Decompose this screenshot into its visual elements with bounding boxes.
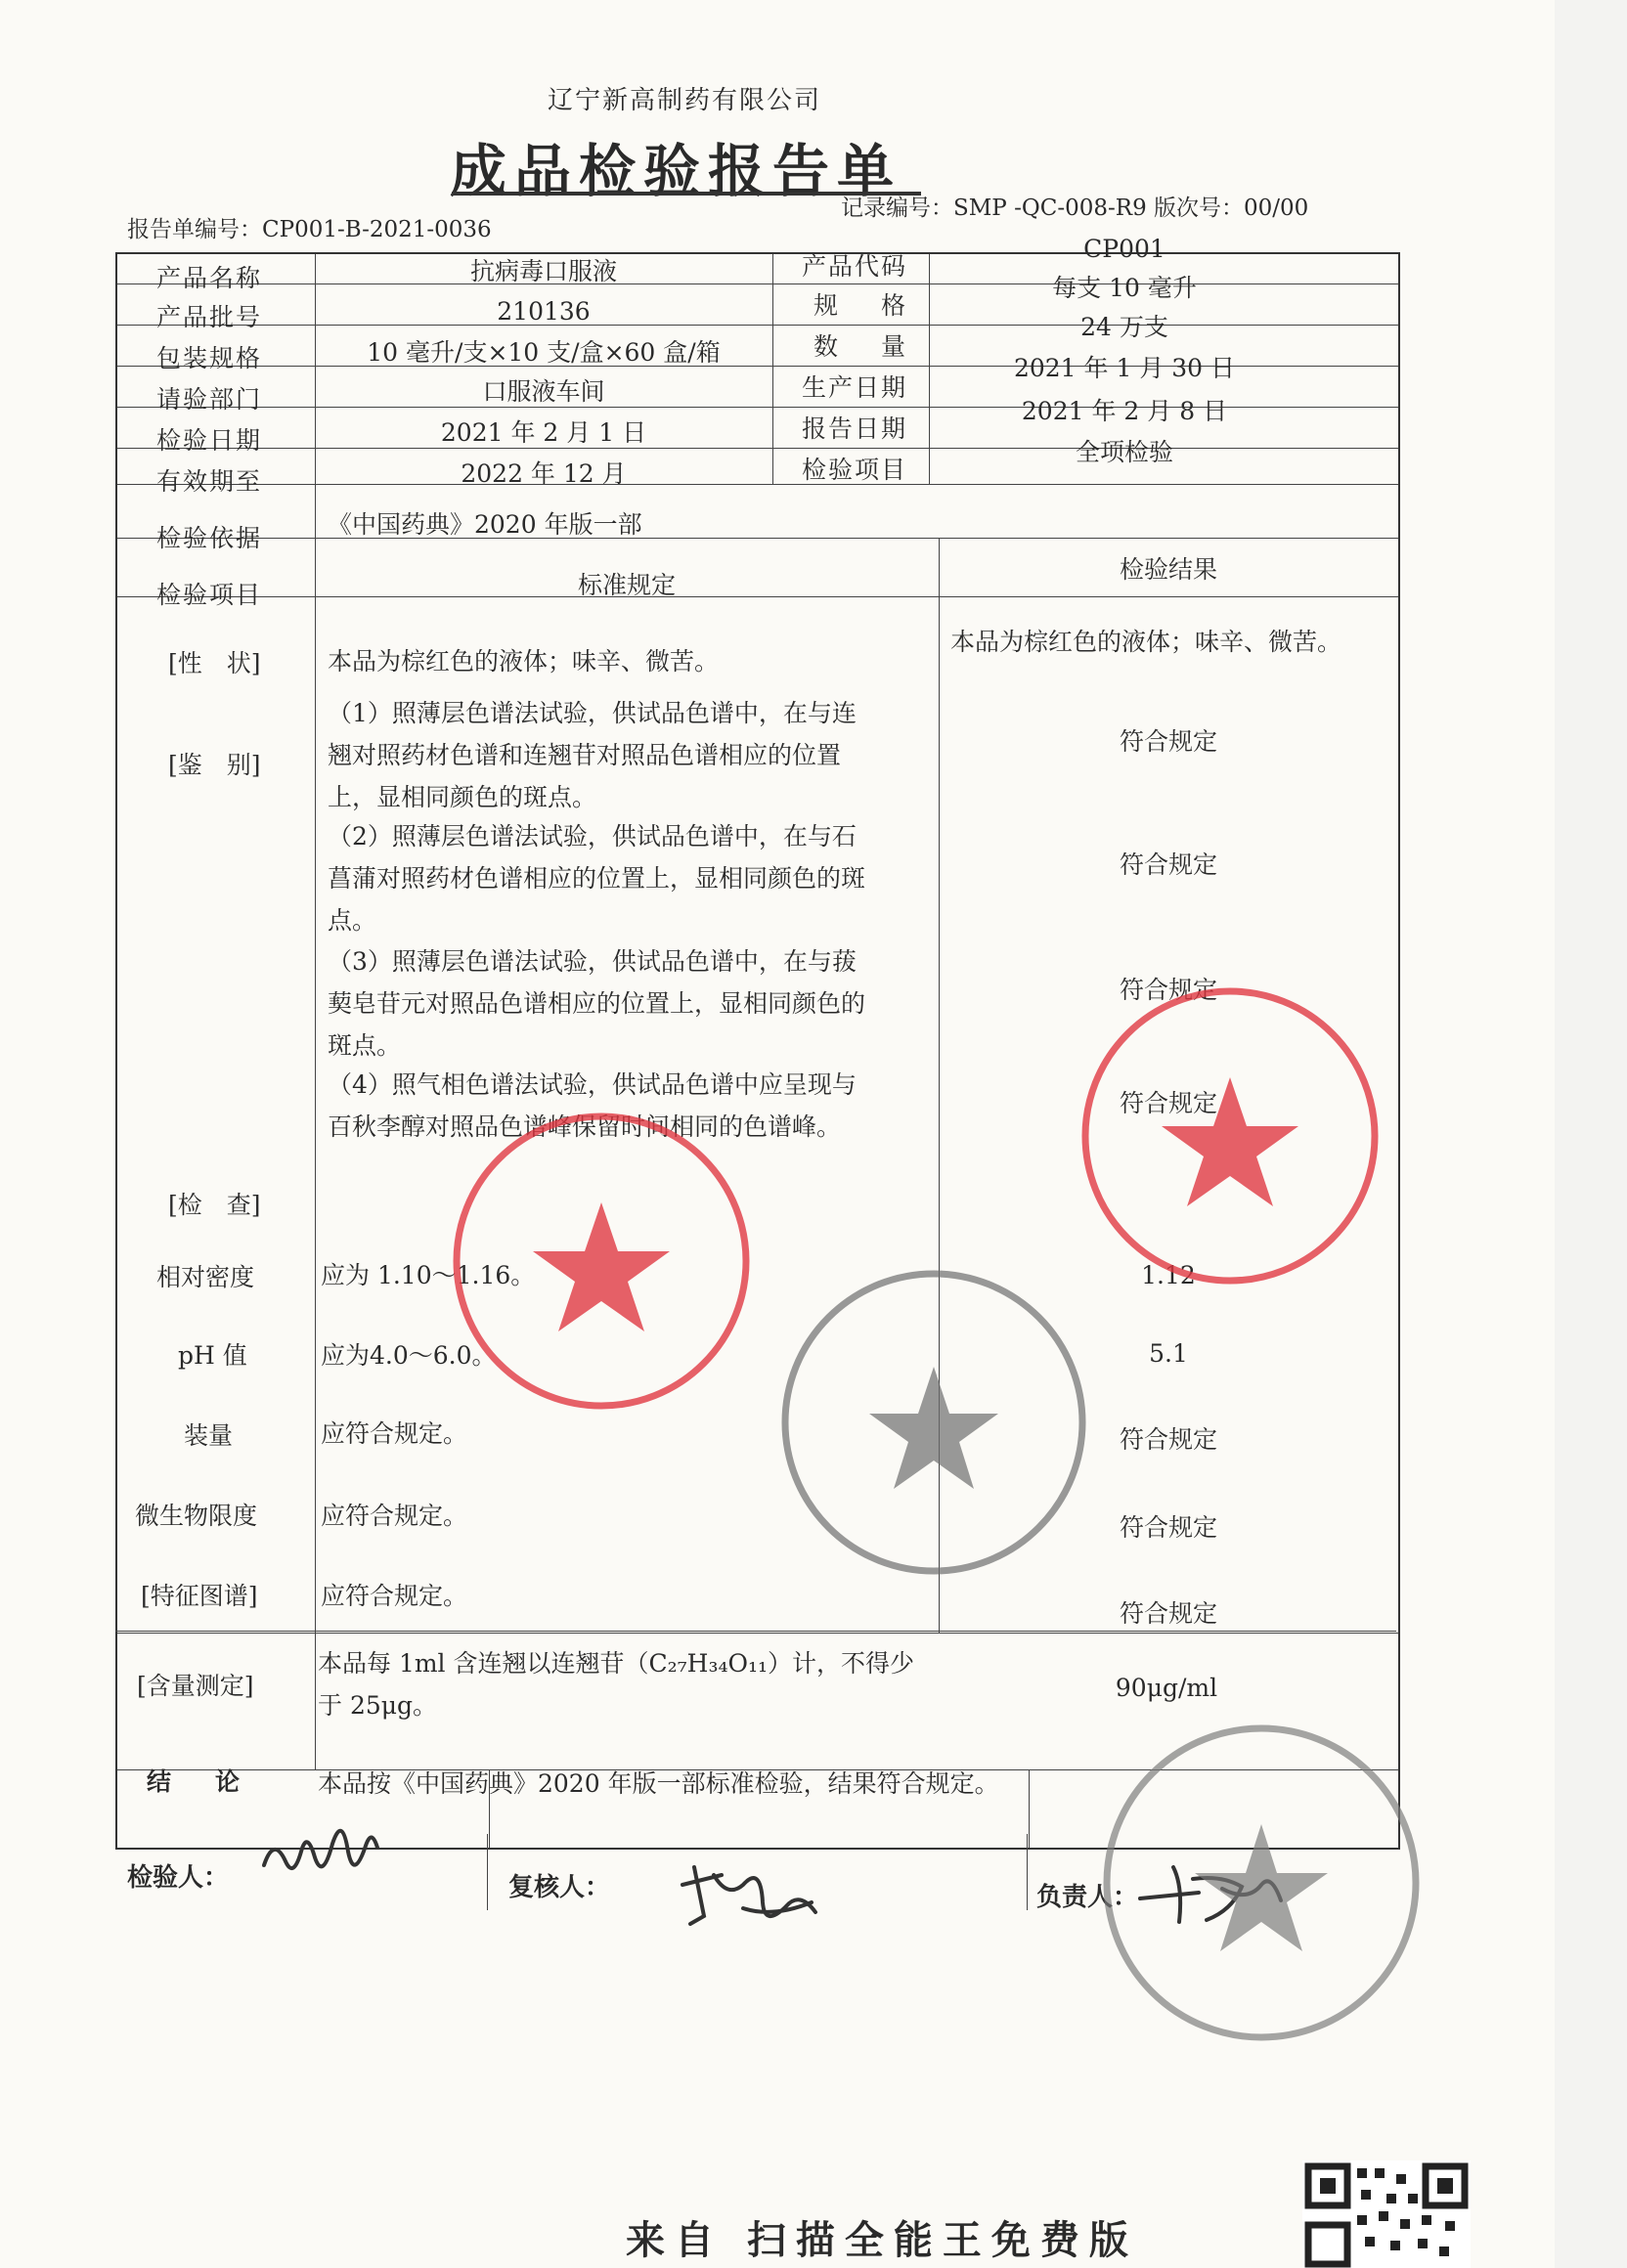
fingerprint-result: 符合规定 <box>1119 1599 1217 1628</box>
label-spec: 规 格 <box>814 291 923 320</box>
label-pack: 包装规格 <box>156 344 263 372</box>
density-standard: 应为 1.10～1.16。 <box>321 1261 536 1289</box>
assay-standard <box>318 1642 953 1726</box>
identification-test-1 <box>328 692 934 818</box>
divider <box>1029 1769 1030 1848</box>
text-line: 上，显相同颜色的斑点。 <box>328 783 597 811</box>
divider <box>315 1633 316 1769</box>
ph-result: 5.1 <box>1149 1339 1188 1368</box>
divider <box>117 538 1398 539</box>
row-item-fill: 装量 <box>184 1421 234 1450</box>
label-batch: 产品批号 <box>156 303 263 331</box>
identification-result-1: 符合规定 <box>1119 727 1217 756</box>
mfg-date: 2021 年 1 月 30 日 <box>1013 354 1236 382</box>
inspector-signature <box>256 1826 383 1895</box>
identification-result-2: 符合规定 <box>1119 850 1217 879</box>
label-dept: 请验部门 <box>156 385 263 414</box>
report-number: 报告单编号：CP001-B-2021-0036 <box>127 217 492 242</box>
product-name: 抗病毒口服液 <box>469 257 617 285</box>
row-item-appearance: [性 状] <box>168 649 261 677</box>
quantity: 24 万支 <box>1080 313 1168 341</box>
identification-test-2 <box>328 815 934 941</box>
text-line: 斑点。 <box>328 1031 402 1060</box>
appearance-standard: 本品为棕红色的液体；味辛、微苦。 <box>328 647 720 676</box>
appearance-result: 本品为棕红色的液体；味辛、微苦。 <box>950 628 1342 656</box>
col-header-item: 检验项目 <box>156 581 263 609</box>
text-line: （3）照薄层色谱法试验，供试品色谱中，在与菝 <box>328 947 857 976</box>
text-line: 于 25μg。 <box>318 1691 438 1720</box>
inspector-label: 检验人： <box>127 1863 230 1893</box>
row-item-identification: [鉴 别] <box>168 751 261 779</box>
reviewer-label: 复核人： <box>508 1873 611 1902</box>
divider <box>772 254 773 484</box>
batch-number: 210136 <box>497 297 591 326</box>
label-product-code: 产品代码 <box>802 252 908 281</box>
test-basis: 《中国药典》2020 年版一部 <box>328 510 642 539</box>
fill-result: 符合规定 <box>1119 1425 1217 1454</box>
col-header-standard: 标准规定 <box>577 571 676 599</box>
text-line: 百秋李醇对照品色谱峰保留时间相同的色谱峰。 <box>328 1112 842 1141</box>
fingerprint-standard: 应符合规定。 <box>321 1582 468 1610</box>
test-date: 2021 年 2 月 1 日 <box>440 418 647 447</box>
footer-watermark: 来自 扫描全能王免费版 <box>626 2217 1138 2263</box>
page-title: 成品检验报告单 <box>450 138 902 204</box>
expiry: 2022 年 12 月 <box>461 459 627 488</box>
text-line: 菖蒲对照药材色谱相应的位置上，显相同颜色的斑 <box>328 864 866 893</box>
label-expiry: 有效期至 <box>156 467 263 496</box>
report-date: 2021 年 2 月 8 日 <box>1021 397 1228 425</box>
qr-code-icon <box>1302 2160 1471 2268</box>
record-number: 记录编号：SMP -QC-008-R9 版次号：00/00 <box>841 196 1309 221</box>
identification-test-3 <box>328 940 934 1067</box>
divider <box>487 1834 488 1910</box>
row-item-assay: [含量测定] <box>137 1672 254 1700</box>
row-item-micro: 微生物限度 <box>135 1502 258 1530</box>
red-seal-stamp-2 <box>1074 980 1386 1292</box>
density-result: 1.12 <box>1141 1261 1196 1289</box>
divider <box>1027 1834 1028 1910</box>
micro-result: 符合规定 <box>1119 1513 1217 1542</box>
reviewer-signature <box>675 1855 831 1934</box>
product-code: CP001 <box>1083 235 1165 263</box>
label-test-date: 检验日期 <box>156 426 263 455</box>
gray-seal-stamp-1 <box>772 1261 1095 1584</box>
label-qty: 数 量 <box>814 332 923 361</box>
conclusion-text: 本品按《中国药典》2020 年版一部标准检验，结果符合规定。 <box>318 1769 999 1798</box>
row-item-check: [检 查] <box>168 1191 261 1219</box>
gray-seal-stamp-2 <box>1095 1717 1428 2049</box>
label-basis: 检验依据 <box>156 524 263 552</box>
text-line: 葜皂苷元对照品色谱相应的位置上，显相同颜色的 <box>328 989 866 1018</box>
dept: 口服液车间 <box>482 377 605 406</box>
micro-standard: 应符合规定。 <box>321 1502 468 1530</box>
red-seal-stamp-1 <box>445 1105 758 1418</box>
identification-result-4: 符合规定 <box>1119 1089 1217 1117</box>
assay-result: 90μg/ml <box>1115 1674 1218 1702</box>
company-name: 辽宁新高制药有限公司 <box>547 86 821 115</box>
fill-standard: 应符合规定。 <box>321 1419 468 1448</box>
text-line: （4）照气相色谱法试验，供试品色谱中应呈现与 <box>328 1070 857 1099</box>
manager-label: 负责人： <box>1036 1883 1139 1912</box>
label-items: 检验项目 <box>802 456 908 484</box>
label-product-name: 产品名称 <box>156 264 263 292</box>
divider <box>117 1633 1398 1634</box>
conclusion-label: 结 论 <box>147 1767 250 1796</box>
row-item-fingerprint: [特征图谱] <box>141 1582 258 1610</box>
text-line: 点。 <box>328 906 377 935</box>
text-line: 本品每 1ml 含连翘以连翘苷（C₂₇H₃₄O₁₁）计，不得少 <box>318 1649 915 1678</box>
spec: 每支 10 毫升 <box>1052 274 1197 302</box>
ph-standard: 应为4.0～6.0。 <box>321 1341 497 1370</box>
text-line: （2）照薄层色谱法试验，供试品色谱中，在与石 <box>328 822 857 850</box>
col-header-result: 检验结果 <box>1119 555 1217 584</box>
page-edge <box>1555 0 1627 2268</box>
label-report-date: 报告日期 <box>802 414 908 443</box>
divider <box>115 1631 1396 1632</box>
label-mfg-date: 生产日期 <box>802 373 908 402</box>
text-line: 翘对照药材色谱和连翘苷对照品色谱相应的位置 <box>328 741 842 769</box>
row-item-ph: pH 值 <box>178 1341 247 1370</box>
identification-result-3: 符合规定 <box>1119 976 1217 1004</box>
test-items: 全项检验 <box>1075 438 1173 466</box>
divider <box>315 596 316 1633</box>
pack-spec: 10 毫升/支×10 支/盒×60 盒/箱 <box>367 338 721 367</box>
row-item-density: 相对密度 <box>156 1263 255 1291</box>
text-line: （1）照薄层色谱法试验，供试品色谱中，在与连 <box>328 699 857 727</box>
